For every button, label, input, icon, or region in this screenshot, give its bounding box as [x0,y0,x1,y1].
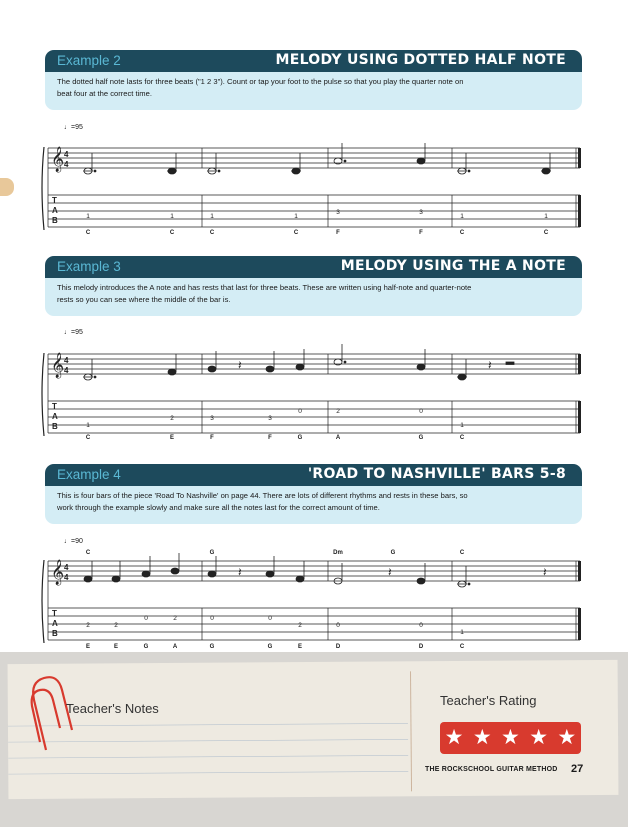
note-name: F [336,230,340,236]
svg-text:T: T [52,196,57,205]
tempo-marking: ♩=95 [64,329,83,336]
star-icon[interactable]: ★ [501,726,520,749]
star-icon[interactable]: ★ [444,726,464,749]
note-name: A [335,435,341,441]
svg-text:2: 2 [336,408,340,415]
note-name: G [143,644,149,650]
svg-text:1: 1 [86,422,90,429]
example-4-description [45,486,582,524]
tempo-marking: ♩=95 [64,124,83,131]
svg-text:0: 0 [419,408,423,415]
svg-text:3: 3 [268,415,272,422]
example-title: MELODY USING THE A NOTE [340,258,566,274]
time-signature-bottom: 4 [64,573,69,582]
note-name: G [297,435,303,441]
example-3-description [45,278,582,316]
example-number: Example 2 [57,53,121,68]
chord-symbol: G [390,550,396,556]
svg-text:1: 1 [86,213,90,220]
description-line: The dotted half note lasts for three beats ("1 2 3"). Count or tap your foot to the pulse so that you play the quarter note on [57,77,464,86]
svg-text:𝄽: 𝄽 [388,565,392,579]
note-name: C [85,230,91,236]
svg-text:2: 2 [170,415,174,422]
svg-text:A: A [52,412,58,421]
time-signature-top: 4 [64,150,69,159]
svg-text:1: 1 [460,629,464,636]
note-name: C [85,435,91,441]
note-name: E [297,644,303,650]
note-name: D [418,644,424,650]
svg-text:2: 2 [298,622,302,629]
svg-text:𝄽: 𝄽 [488,358,492,372]
note-name: C [459,435,465,441]
treble-clef-icon: 𝄞 [51,353,65,378]
svg-text:𝄽: 𝄽 [238,358,242,372]
tab-letters [52,196,58,225]
svg-text:B: B [52,422,58,431]
svg-text:0: 0 [419,622,423,629]
note-name: A [172,644,178,650]
example-number: Example 4 [57,467,121,482]
description-line: This melody introduces the A note and has rests that last for three beats. These are written using half-note and quarter-note [57,283,472,292]
note-name: C [209,230,215,236]
svg-text:B: B [52,216,58,225]
note-name: F [210,435,214,441]
example-number: Example 3 [57,259,121,274]
svg-text:1: 1 [170,213,174,220]
chord-symbol: C [459,550,465,556]
chord-symbol: C [85,550,91,556]
svg-text:𝄽: 𝄽 [238,565,242,579]
chord-symbol: Dm [333,550,343,556]
example-2-notation [0,135,628,235]
svg-text:A: A [52,619,58,628]
tempo-marking: ♩=90 [64,538,83,545]
note-name: C [459,230,465,236]
treble-clef-icon: 𝄞 [51,147,65,172]
svg-text:3: 3 [210,415,214,422]
example-4-notation [0,548,628,648]
example-4-header [45,464,582,486]
notes [84,553,547,587]
example-3-header [45,256,582,278]
page-number: 27 [571,763,584,775]
note-name: E [85,644,91,650]
note-name: G [267,644,273,650]
tab-numbers [86,408,464,429]
book-title: THE ROCKSCHOOL GUITAR METHOD [425,766,558,773]
example-3-notation [0,341,628,441]
svg-text:1: 1 [294,213,298,220]
svg-text:1: 1 [460,422,464,429]
teachers-rating-label: Teacher's Rating [440,693,537,708]
svg-text:1: 1 [544,213,548,220]
tab-numbers [86,615,464,636]
note-name: D [335,644,341,650]
star-icon[interactable]: ★ [557,726,577,749]
svg-text:1: 1 [460,213,464,220]
example-2-header [45,50,582,72]
time-signature-bottom: 4 [64,160,69,169]
time-signature-top: 4 [64,356,69,365]
note-name: E [113,644,119,650]
svg-text:2: 2 [86,622,90,629]
note-name: C [169,230,175,236]
rating-stars[interactable] [440,722,581,754]
svg-text:B: B [52,629,58,638]
description-line: This is four bars of the piece 'Road To Nashville' on page 44. There are lots of different rhythms and rests in these bars, so [57,491,468,500]
note-names-row [0,435,628,445]
svg-text:3: 3 [336,209,340,216]
tab-letters [52,609,58,638]
note-name: C [293,230,299,236]
description-line: work through the example slowly and make sure all the notes last for the correct amount of time. [57,503,380,512]
svg-text:2: 2 [173,615,177,622]
time-signature-bottom: 4 [64,366,69,375]
note-names-row [0,230,628,240]
note-name: C [543,230,549,236]
svg-text:0: 0 [144,615,148,622]
example-title: MELODY USING DOTTED HALF NOTE [275,52,566,68]
tab-numbers [86,209,548,220]
svg-text:0: 0 [298,408,302,415]
teachers-notes-label: Teacher's Notes [66,701,159,716]
treble-clef-icon: 𝄞 [51,560,65,585]
svg-text:0: 0 [210,615,214,622]
svg-text:T: T [52,609,57,618]
svg-text:T: T [52,402,57,411]
chord-symbol: G [209,550,215,556]
note-name: F [419,230,423,236]
svg-text:0: 0 [268,615,272,622]
svg-text:2: 2 [114,622,118,629]
tab-letters [52,402,58,431]
example-title: 'ROAD TO NASHVILLE' BARS 5-8 [307,466,566,482]
star-icon[interactable]: ★ [472,726,492,749]
star-icon[interactable]: ★ [529,726,549,749]
svg-text:0: 0 [336,622,340,629]
note-name: G [209,644,215,650]
svg-text:A: A [52,206,58,215]
time-signature-top: 4 [64,563,69,572]
svg-text:𝄽: 𝄽 [543,565,547,579]
svg-text:3: 3 [419,209,423,216]
notes [83,344,514,380]
description-line: beat four at the correct time. [57,89,152,98]
note-name: G [418,435,424,441]
notes [83,143,551,174]
note-name: C [459,644,465,650]
note-name: E [169,435,175,441]
svg-text:1: 1 [210,213,214,220]
description-line: rests so you can see where the middle of the bar is. [57,295,231,304]
note-name: F [268,435,272,441]
example-2-description [45,72,582,110]
